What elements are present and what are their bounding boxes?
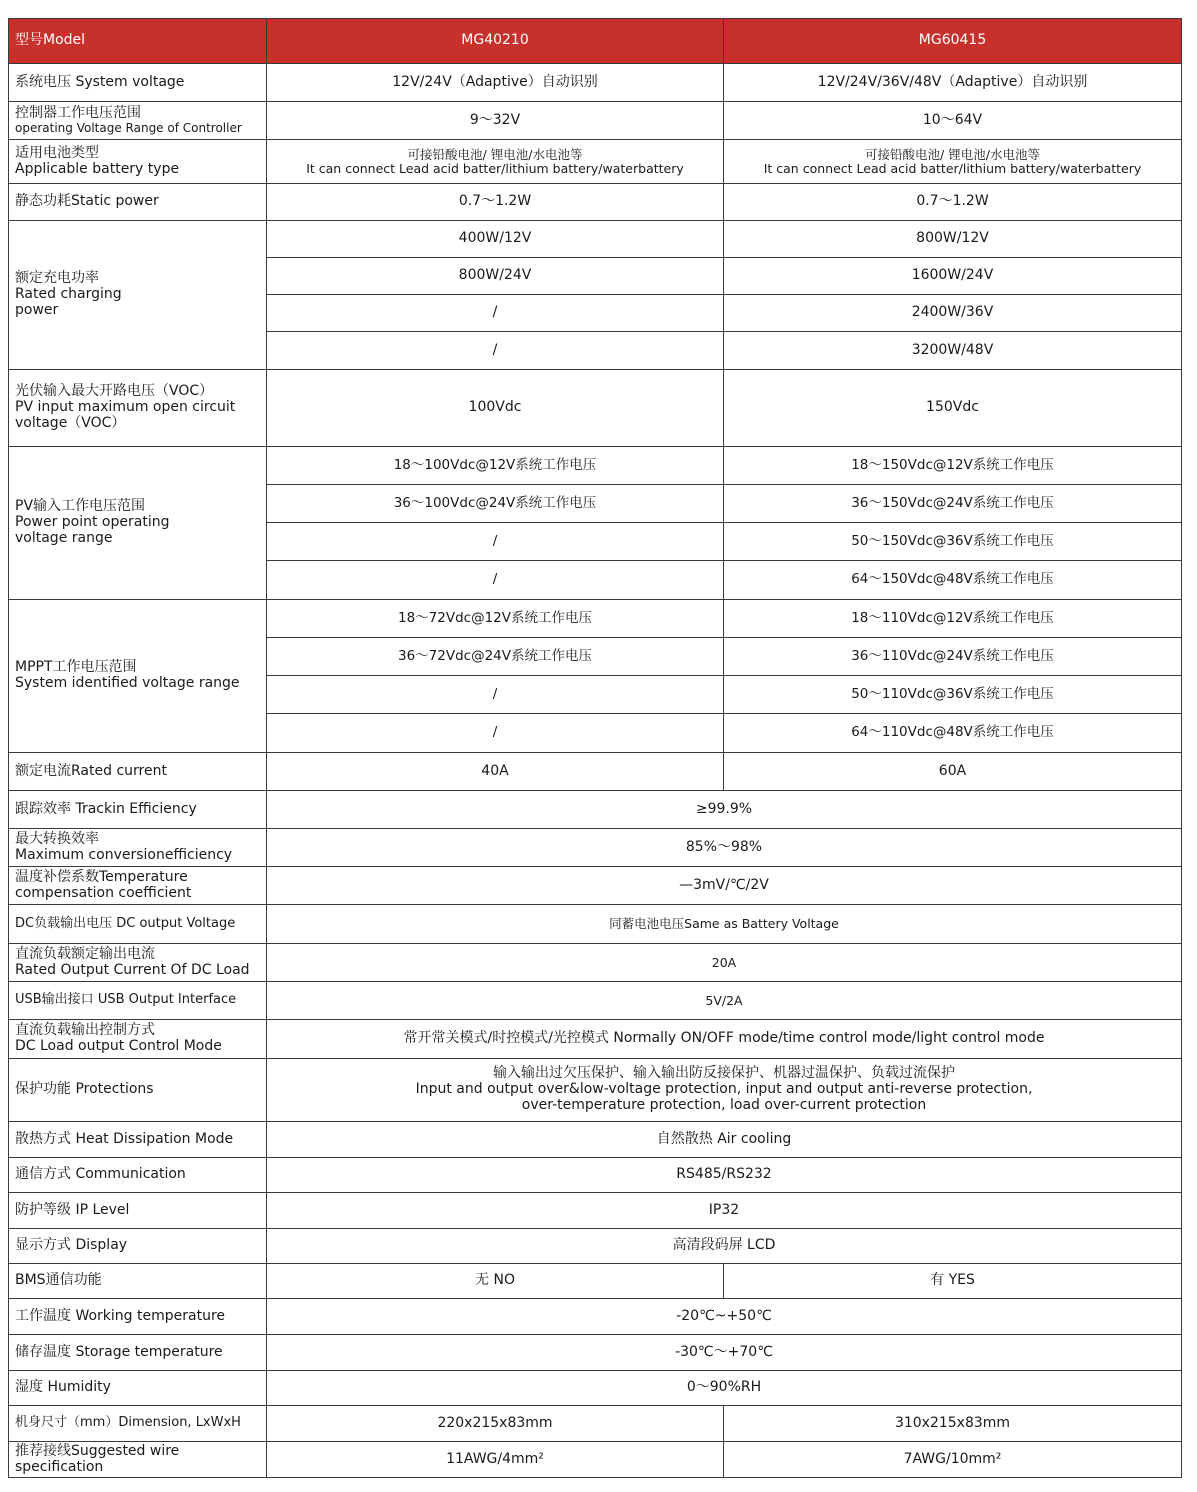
heat-label: 散热方式 Heat Dissipation Mode	[9, 1122, 267, 1158]
table-row	[9, 829, 1182, 867]
controller-voltage-b: 10～64V	[724, 102, 1182, 140]
dc-control-label-zh: 直流负载输出控制方式	[15, 1022, 155, 1039]
tracking-value: ≥99.9%	[267, 791, 1182, 829]
pv-voc-label-en1: PV input maximum open circuit	[15, 399, 236, 416]
usb-value: 5V/2A	[267, 982, 1182, 1020]
pv-range-label	[9, 447, 267, 600]
ip-value: IP32	[267, 1193, 1182, 1229]
rated-current-b: 60A	[724, 753, 1182, 791]
working-temp-value: -20℃~+50℃	[267, 1299, 1182, 1335]
communication-value: RS485/RS232	[267, 1158, 1182, 1193]
rated-charging-label-en1: Rated charging	[15, 286, 122, 303]
pv-voc-label-en2: voltage（VOC）	[15, 414, 126, 431]
mppt-range-label	[9, 600, 267, 753]
max-conversion-value: 85%～98%	[267, 829, 1182, 867]
pv-voc-label	[9, 370, 267, 447]
pv-range-b: 50～150Vdc@36V系统工作电压	[724, 523, 1182, 561]
pv-range-a: /	[267, 561, 724, 600]
protections-line-3: over-temperature protection, load over-current protection	[521, 1096, 927, 1113]
rated-current-label: 额定电流Rated current	[9, 753, 267, 791]
table-row	[9, 1229, 1182, 1264]
table-row	[9, 1371, 1182, 1406]
mppt-range-b: 64～110Vdc@48V系统工作电压	[724, 714, 1182, 753]
mppt-range-label-en: System identified voltage range	[15, 675, 240, 691]
temp-comp-label	[9, 867, 267, 905]
table-row	[9, 370, 1182, 447]
pv-range-b: 18～150Vdc@12V系统工作电压	[724, 447, 1182, 485]
table-row	[9, 944, 1182, 982]
display-value: 高清段码屏 LCD	[267, 1229, 1182, 1264]
protections-line-1: 输入输出过欠压保护、输入输出防反接保护、机器过温保护、负载过流保护	[493, 1065, 955, 1082]
rated-charging-a: 400W/12V	[267, 221, 724, 258]
mppt-range-b: 50～110Vdc@36V系统工作电压	[724, 676, 1182, 714]
controller-voltage-label	[9, 102, 267, 140]
wire-label-l1: 推荐接线Suggested wire	[15, 1442, 180, 1459]
communication-label: 通信方式 Communication	[9, 1158, 267, 1193]
bms-b: 有 YES	[724, 1264, 1182, 1299]
table-row	[9, 982, 1182, 1020]
pv-range-a: 18～100Vdc@12V系统工作电压	[267, 447, 724, 485]
rated-charging-b: 2400W/36V	[724, 295, 1182, 332]
display-label: 显示方式 Display	[9, 1229, 267, 1264]
pv-voc-b: 150Vdc	[724, 370, 1182, 447]
wire-a: 11AWG/4mm²	[267, 1442, 724, 1478]
static-power-b: 0.7～1.2W	[724, 184, 1182, 221]
mppt-range-label-zh: MPPT工作电压范围	[15, 659, 137, 676]
temp-comp-value: —3mV/℃/2V	[267, 867, 1182, 905]
table-row	[9, 1264, 1182, 1299]
table-row	[9, 1335, 1182, 1371]
battery-type-b-zh: 可接铅酸电池/ 锂电池/水电池等	[865, 146, 1040, 162]
dimension-b: 310x215x83mm	[724, 1406, 1182, 1442]
mppt-range-b: 18～110Vdc@12V系统工作电压	[724, 600, 1182, 638]
storage-temp-value: -30℃～+70℃	[267, 1335, 1182, 1371]
model-a-header: MG40210	[267, 19, 724, 64]
table-row	[9, 1122, 1182, 1158]
pv-range-label-en1: Power point operating	[15, 514, 170, 531]
rated-charging-b: 800W/12V	[724, 221, 1182, 258]
mppt-range-a: /	[267, 714, 724, 753]
dc-control-label-en: DC Load output Control Mode	[15, 1038, 222, 1054]
static-power-label: 静态功耗Static power	[9, 184, 267, 221]
protections-label: 保护功能 Protections	[9, 1059, 267, 1122]
rated-charging-label-en2: power	[15, 301, 59, 318]
max-conversion-label	[9, 829, 267, 867]
mppt-range-a: /	[267, 676, 724, 714]
spec-table	[8, 18, 1182, 1478]
pv-range-a: 36～100Vdc@24V系统工作电压	[267, 485, 724, 523]
dc-rated-current-label-zh: 直流负载额定输出电流	[15, 945, 155, 962]
pv-voc-a: 100Vdc	[267, 370, 724, 447]
table-row	[9, 184, 1182, 221]
dc-control-value: 常开常关模式/时控模式/光控模式 Normally ON/OFF mode/time control mode/light control mode	[267, 1020, 1182, 1059]
bms-a: 无 NO	[267, 1264, 724, 1299]
controller-voltage-label-zh: 控制器工作电压范围	[15, 104, 141, 121]
max-conversion-label-en: Maximum conversionefficiency	[15, 846, 233, 863]
rated-charging-label	[9, 221, 267, 370]
temp-comp-label-en: compensation coefficient	[15, 884, 192, 901]
protections-line-2: Input and output over&low-voltage protection, input and output anti-reverse protection,	[415, 1081, 1033, 1098]
dc-rated-current-label-en: Rated Output Current Of DC Load	[15, 961, 250, 978]
temp-comp-label-zh: 温度补偿系数Temperature	[15, 868, 188, 885]
table-row	[9, 1158, 1182, 1193]
rated-charging-a: 800W/24V	[267, 258, 724, 295]
battery-type-b-en: It can connect Lead acid batter/lithium battery/waterbattery	[763, 160, 1142, 176]
pv-range-b: 36～150Vdc@24V系统工作电压	[724, 485, 1182, 523]
rated-charging-a: /	[267, 295, 724, 332]
system-voltage-label: 系统电压 System voltage	[9, 64, 267, 102]
battery-type-a-en: It can connect Lead acid batter/lithium battery/waterbattery	[306, 160, 684, 176]
table-row	[9, 753, 1182, 791]
wire-b: 7AWG/10mm²	[724, 1442, 1182, 1478]
rated-charging-a: /	[267, 332, 724, 370]
dc-rated-current-label	[9, 944, 267, 982]
tracking-label: 跟踪效率 Trackin Efficiency	[9, 791, 267, 829]
ip-label: 防护等级 IP Level	[9, 1193, 267, 1229]
humidity-value: 0～90%RH	[267, 1371, 1182, 1406]
pv-voc-label-zh: 光伏输入最大开路电压（VOC）	[15, 383, 214, 400]
usb-label: USB输出接口 USB Output Interface	[9, 982, 267, 1020]
model-b-header: MG60415	[724, 19, 1182, 64]
header-row	[9, 19, 1182, 64]
dc-control-label	[9, 1020, 267, 1059]
rated-charging-b: 1600W/24V	[724, 258, 1182, 295]
wire-label-l2: specification	[15, 1458, 104, 1475]
max-conversion-label-zh: 最大转换效率	[15, 830, 99, 847]
pv-range-label-zh: PV输入工作电压范围	[15, 498, 146, 515]
dc-rated-current-value: 20A	[267, 944, 1182, 982]
mppt-range-a: 18～72Vdc@12V系统工作电压	[267, 600, 724, 638]
dc-output-voltage-value: 同蓄电池电压Same as Battery Voltage	[267, 905, 1182, 944]
table-row	[9, 1442, 1182, 1478]
bms-label: BMS通信功能	[9, 1264, 267, 1299]
table-row	[9, 791, 1182, 829]
table-row	[9, 447, 1182, 485]
wire-label	[9, 1442, 267, 1478]
table-row	[9, 1406, 1182, 1442]
battery-type-a	[267, 140, 724, 184]
humidity-label: 湿度 Humidity	[9, 1371, 267, 1406]
table-row	[9, 1193, 1182, 1229]
battery-type-b	[724, 140, 1182, 184]
dc-output-voltage-label: DC负载输出电压 DC output Voltage	[9, 905, 267, 944]
working-temp-label: 工作温度 Working temperature	[9, 1299, 267, 1335]
table-row	[9, 1299, 1182, 1335]
mppt-range-b: 36～110Vdc@24V系统工作电压	[724, 638, 1182, 676]
controller-voltage-label-en: operating Voltage Range of Controller	[15, 120, 242, 135]
table-row	[9, 905, 1182, 944]
model-header-label: 型号Model	[9, 19, 267, 64]
rated-charging-b: 3200W/48V	[724, 332, 1182, 370]
protections-value	[267, 1059, 1182, 1122]
battery-type-label-zh: 适用电池类型	[15, 144, 99, 161]
storage-temp-label: 储存温度 Storage temperature	[9, 1335, 267, 1371]
pv-range-b: 64～150Vdc@48V系统工作电压	[724, 561, 1182, 600]
rated-charging-label-zh: 额定充电功率	[15, 270, 99, 287]
rated-current-a: 40A	[267, 753, 724, 791]
table-row	[9, 600, 1182, 638]
heat-value: 自然散热 Air cooling	[267, 1122, 1182, 1158]
pv-range-a: /	[267, 523, 724, 561]
static-power-a: 0.7～1.2W	[267, 184, 724, 221]
table-row	[9, 1020, 1182, 1059]
dimension-label: 机身尺寸（mm）Dimension, LxWxH	[9, 1406, 267, 1442]
battery-type-label-en: Applicable battery type	[15, 160, 180, 177]
mppt-range-a: 36～72Vdc@24V系统工作电压	[267, 638, 724, 676]
table-row	[9, 867, 1182, 905]
battery-type-label	[9, 140, 267, 184]
table-row	[9, 1059, 1182, 1122]
table-row	[9, 221, 1182, 258]
pv-range-label-en2: voltage range	[15, 529, 113, 546]
system-voltage-b: 12V/24V/36V/48V（Adaptive）自动识别	[724, 64, 1182, 102]
dimension-a: 220x215x83mm	[267, 1406, 724, 1442]
controller-voltage-a: 9～32V	[267, 102, 724, 140]
battery-type-a-zh: 可接铅酸电池/ 锂电池/水电池等	[407, 146, 583, 162]
table-row	[9, 102, 1182, 140]
table-row	[9, 140, 1182, 184]
table-row	[9, 64, 1182, 102]
system-voltage-a: 12V/24V（Adaptive）自动识别	[267, 64, 724, 102]
